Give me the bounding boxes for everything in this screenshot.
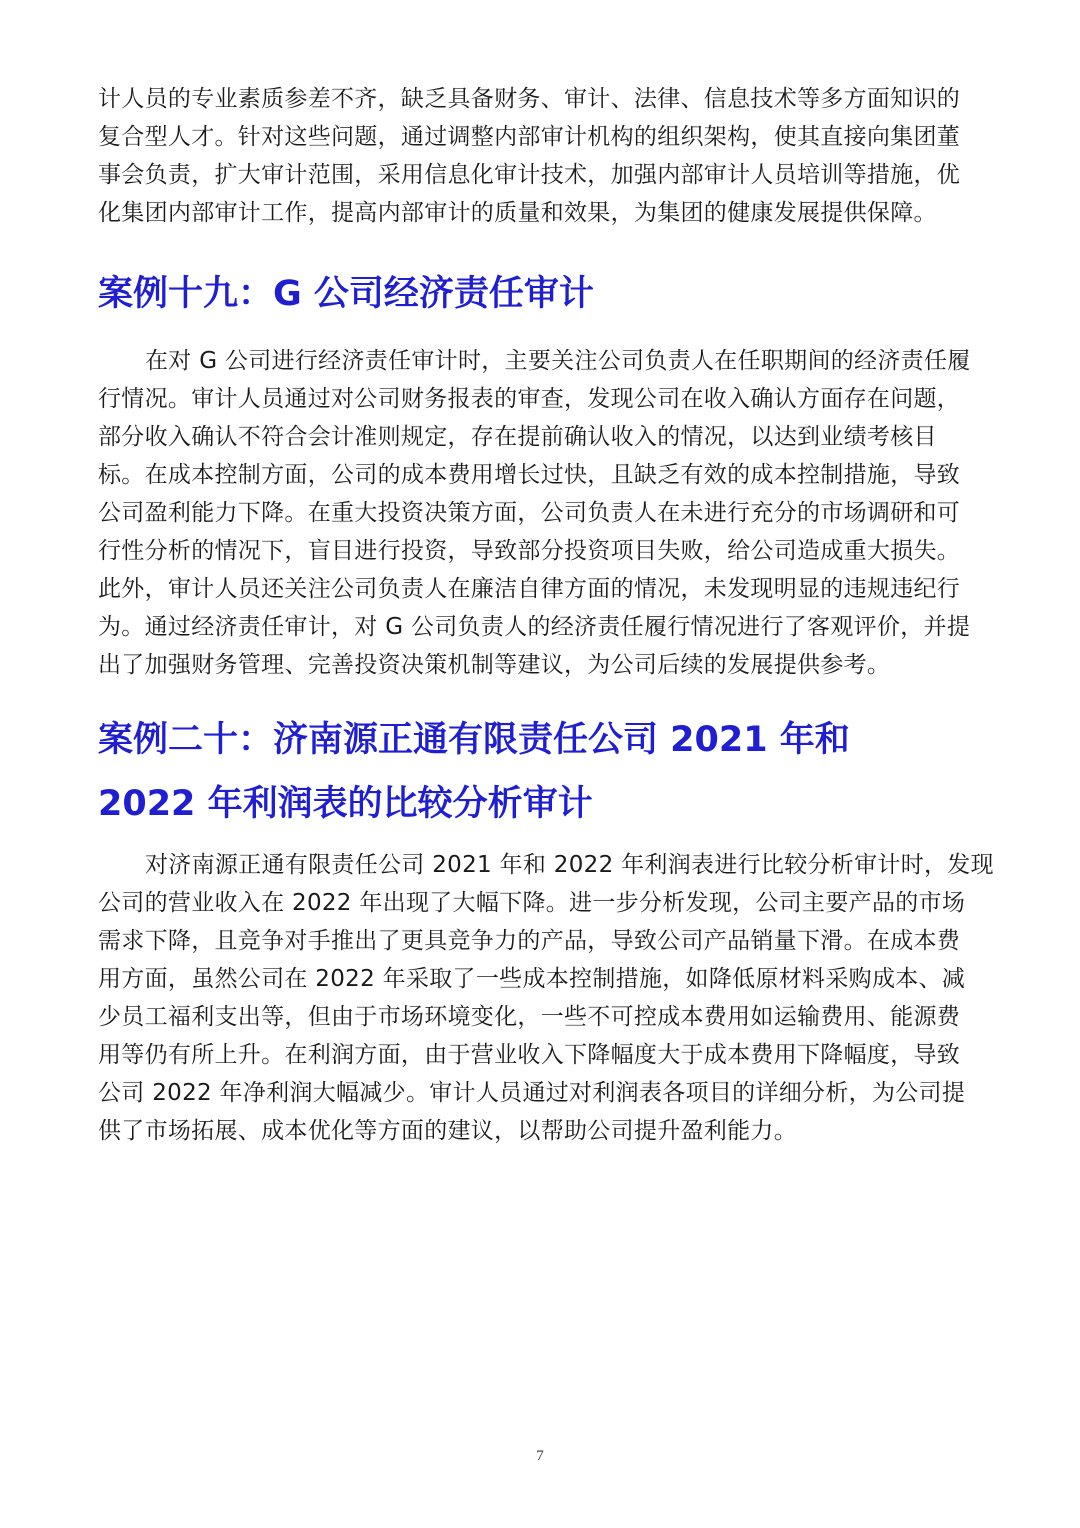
paragraph-line: 用等仍有所上升。在利润方面，由于营业收入下降幅度大于成本费用下降幅度，导致 [98,1042,961,1068]
paragraph-line: 需求下降，且竞争对手推出了更具竞争力的产品，导致公司产品销量下滑。在成本费 [98,928,961,954]
paragraph-line: 部分收入确认不符合会计准则规定，存在提前确认收入的情况，以达到业绩考核目 [98,424,937,450]
case19-heading: 案例十九：G 公司经济责任审计 [98,274,594,314]
paragraph-line: 计人员的专业素质参差不齐，缺乏具备财务、审计、法律、信息技术等多方面知识的 [98,86,961,112]
paragraph-line: 公司 2022 年净利润大幅减少。审计人员通过对利润表各项目的详细分析，为公司提 [98,1080,966,1106]
paragraph-line: 在对 G 公司进行经济责任审计时，主要关注公司负责人在任职期间的经济责任履 [145,348,971,374]
page-number: 7 [536,1448,544,1464]
case20-paragraph [98,846,994,1150]
heading-line: 案例二十：济南源正通有限责任公司 2021 年和 [98,720,850,760]
paragraph-line: 行情况。审计人员通过对公司财务报表的审查，发现公司在收入确认方面存在问题， [98,386,961,412]
paragraph-line: 此外，审计人员还关注公司负责人在廉洁自律方面的情况，未发现明显的违规违纪行 [98,576,961,602]
paragraph-line: 事会负责，扩大审计范围，采用信息化审计技术，加强内部审计人员培训等措施，优 [98,162,961,188]
paragraph-line: 公司盈利能力下降。在重大投资决策方面，公司负责人在未进行充分的市场调研和可 [98,500,961,526]
case19-paragraph [98,342,974,684]
paragraph-line: 为。通过经济责任审计，对 G 公司负责人的经济责任履行情况进行了客观评价，并提 [98,614,971,640]
paragraph-line: 供了市场拓展、成本优化等方面的建议，以帮助公司提升盈利能力。 [98,1118,797,1144]
paragraph-line: 行性分析的情况下，盲目进行投资，导致部分投资项目失败，给公司造成重大损失。 [98,538,961,564]
intro-paragraph [98,80,974,232]
paragraph-line: 用方面，虽然公司在 2022 年采取了一些成本控制措施，如降低原材料采购成本、减 [98,966,966,992]
heading-line: 2022 年利润表的比较分析审计 [98,784,593,824]
paragraph-line: 出了加强财务管理、完善投资决策机制等建议，为公司后续的发展提供参考。 [98,652,891,678]
paragraph-line: 公司的营业收入在 2022 年出现了大幅下降。进一步分析发现，公司主要产品的市场 [98,890,966,916]
document-page [98,80,994,1150]
paragraph-line: 少员工福利支出等，但由于市场环境变化，一些不可控成本费用如运输费用、能源费 [98,1004,961,1030]
paragraph-line: 化集团内部审计工作，提高内部审计的质量和效果，为集团的健康发展提供保障。 [98,200,937,226]
paragraph-line: 标。在成本控制方面，公司的成本费用增长过快，且缺乏有效的成本控制措施，导致 [98,462,961,488]
case20-heading [98,708,974,836]
paragraph-line: 复合型人才。针对这些问题，通过调整内部审计机构的组织架构，使其直接向集团董 [98,124,961,150]
paragraph-line: 对济南源正通有限责任公司 2021 年和 2022 年利润表进行比较分析审计时，发现 [145,852,994,878]
